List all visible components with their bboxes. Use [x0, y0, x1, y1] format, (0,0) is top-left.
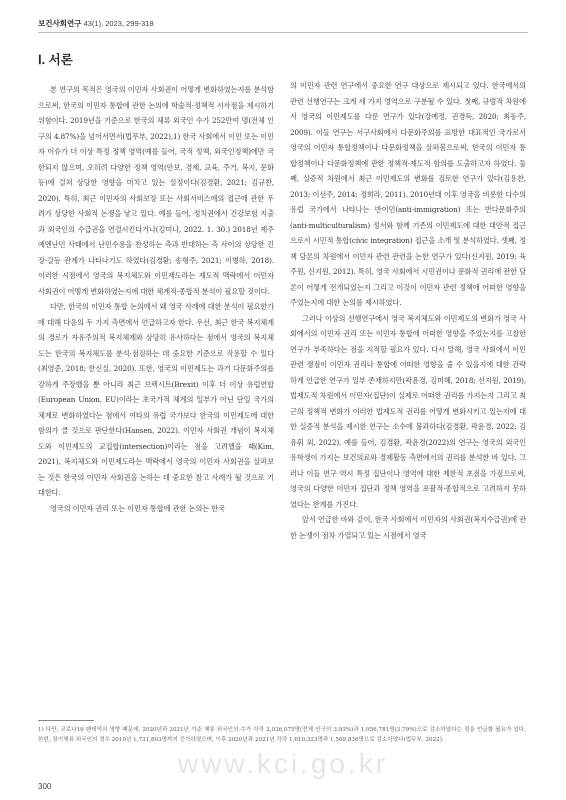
left-column: [38, 82, 274, 516]
header-divider: [38, 32, 528, 33]
footnote: 1) 다만, 코로나19 팬데믹의 영향 때문에, 2020년과 2021년 기준 체류 외국인의 수가 각각 2,036,075명(전체 인구의 3.93%)과 1,956,781명(3.79%)으로 감소하였다는 점을 언급할 필요가 있다. 한편, 장기체류 외국인의 경우 2019년 1,731,803명까지 증가하였으며, 이후 2020년과 2021년 각각 1,610,323명과 1,569,836명으로 감소하였다(법무부, 2022).: [38, 727, 526, 743]
journal-name: 보건사회연구: [38, 19, 82, 28]
footnote-divider: [38, 720, 94, 721]
paragraph: 다만, 한국의 이민자 통합 논의에서 왜 영국 사례에 대한 분석이 필요한가에 대해 다음의 두 가지 측면에서 언급하고자 한다. 우선, 최근 한국 복지체계의 경로가 자유주의적 복지체제와 상당히 유사하다는 점에서 영국의 복지체도는 한국의 복지체도를 분석·점검하는 데 중요한 기준으로 작용할 수 있다(최영준, 2018; 한신실, 2020). 또한, 영국의 이민제도는 과거 다문화주의를 강하게 주장했을 뿐 아니라 최근 브렉시트(Brexit) 이후 더 이상 유럽연합(European Union, EU)이라는 초국가적 체계의 일부가 아닌 단일 국가의 체계로 변화하였다는 점에서 여타의 유럽 국가보다 한국의 이민제도에 대한 함의가 클 것으로 판단한다(Hansen, 2022). 이민자 사회권 개념이 복지체도와 이민제도의 교집합(intersection)이라는 점을 고려했을 때(Kim, 2021), 복지체도와 이민제도라는 맥락에서 영국의 이민자 사회권을 살펴보는 것은 한국의 이민자 사회권을 논하는 데 중요한 참고 사례가 될 것으로 기대한다.: [38, 302, 274, 497]
running-head: [38, 18, 154, 29]
right-column: [290, 78, 526, 543]
paragraph: 그러나 이상의 선행연구에서 영국 복지체도와 이민제도의 변화가 영국 사회에서의 이민자 권리 또는 이민자 통합에 어떠한 영향을 주었는지를 고찰한 연구가 부족하다는 점을 지적할 필요가 있다. 다시 말해, 영국 사회에서 이민 관련 쟁점이 이민자 권리나 통합에 어떠한 영향을 줄 수 있을지에 대한 간략하게 언급한 연구가 일부 존재하지만(곽윤경, 김미혜, 2018; 신지원, 2019), 법제도적 차원에서 이민자(집단)이 실제로 어떠한 권리를 가지는지 그리고 최근의 정책적 변화가 이러한 법제도적 권리를 어떻게 변화시키고 있는지에 대한 실증적 분석을 제시한 연구는 소수에 불과하다(김경환, 곽윤경, 2022; 김유휘 외, 2022). 예를 들어, 김경환, 곽윤경(2022)의 연구는 영국의 외국인 유학생이 가지는 보건의료와 경제활동 측면에서의 권리를 분석한 바 있다. 그러나 이들 연구 역시 특정 집단이나 영역에 대한 제한적 초점을 가짐으로써, 영국의 다양한 이민자 집단과 정책 영역을 포괄적·종합적으로 고려하지 못하였다는 한계를 가진다.: [290, 313, 526, 509]
watermark: www.kci.go.kr: [177, 748, 389, 779]
paragraph: 영국의 이민자 권리 또는 이민자 통합에 관한 논의는 한국: [50, 503, 225, 513]
paragraph: 본 연구의 목적은 영국의 이민자 사회권이 어떻게 변화하였는지를 분석함으로써, 한국의 이민자 통합에 관한 논의에 학술적·정책적 시사점을 제시하기 위함이다. 2019년을 기준으로 한국의 체류 외국인 수가 252만여 명(전체 인구의 4.87%)을 넘어서면서(법무부, 2022),1) 한국 사회에서 이민 또는 이민자 이슈가 더 이상 특정 정책 영역(예를 들어, 국적 정책, 외국인정책)에만 국한되지 않으며, 오히려 다양한 정책 영역(안보, 경제, 교육, 주거, 복지, 문화 등)에 걸쳐 상당한 영향을 미치고 있는 실정이다(김경환, 2021; 김규찬, 2020). 특히, 최근 이민자의 사회보장 또는 사회서비스에의 접근에 관한 우려가 상당한 사회적 논쟁을 낳고 있다. 예를 들어, 정치권에서 건강보험 지출과 외국인의 수급권을 연결시킨다거나(김미나, 2022. 1. 30.) 2018년 제주예멘난민 사태에서 난민수용을 찬성하는 측과 반대하는 측 사이의 상당한 긴장·갈등 관계가 나타나기도 하였다(김경환; 송형주, 2021; 이병하, 2018). 이러한 시점에서 영국의 복지체도와 이민제도라는 제도적 맥락에서 이민자 사회권이 어떻게 변화하였는지에 대한 체계적·종합적 분석이 필요할 것이다.: [38, 85, 274, 296]
issue-info: 43(1), 2023, 299-318: [83, 19, 154, 28]
paragraph: 의 이민자 관련 연구에서 중요한 연구 대상으로 제시되고 있다. 한국에서의 관련 선행연구는 크게 세 가지 영역으로 구분될 수 있다. 첫째, 규범적 차원에서 영국의 이민제도를 다룬 연구가 있다(강예정, 권경득, 2020; 최동주, 2009). 이들 연구는 서구사회에서 다문화주의를 표방한 대표적인 국가로서 영국의 이민자 통합정책이나 다문화정책을 살펴봄으로써, 한국의 이민자 통합정책이나 다문화정책에 관한 정책적·제도적 함의를 도출하고자 하였다. 둘째, 실증적 차원에서 최근 이민제도의 변화를 검토한 연구가 있다(김용찬, 2013; 이선주, 2014; 정희라, 2011). 2010년대 이후 영국을 비롯한 다수의 유럽 국가에서 나타나는 반이민(anti-immigration) 또는 반다문화주의(anti-multiculturalism) 정서와 함께 기존의 이민제도에 대한 대안적 접근으로서 시민적 통합(civic integration) 접근을 소개 및 분석하였다. 셋째, 정책 담론의 차원에서 이민자 관련 관련을 논한 연구가 있다(신지원, 2019; 육주원, 신지원, 2012). 특히, 영국 사회에서 시민권이나 문화적 권리에 관한 담론이 어떻게 전개되었는지 그리고 이것이 이민자 관련 정책에 어떠한 영향을 주었는지에 대한 논의를 제시하였다.: [290, 81, 526, 307]
paragraph: 앞서 언급한 바와 같이, 한국 사회에서 이민자의 사회권(복지수급권)에 관한 논쟁이 점차 가열되고 있는 시점에서 영국: [290, 515, 526, 540]
section-title: Ⅰ. 서론: [38, 53, 73, 67]
page-number: 300: [38, 782, 52, 791]
